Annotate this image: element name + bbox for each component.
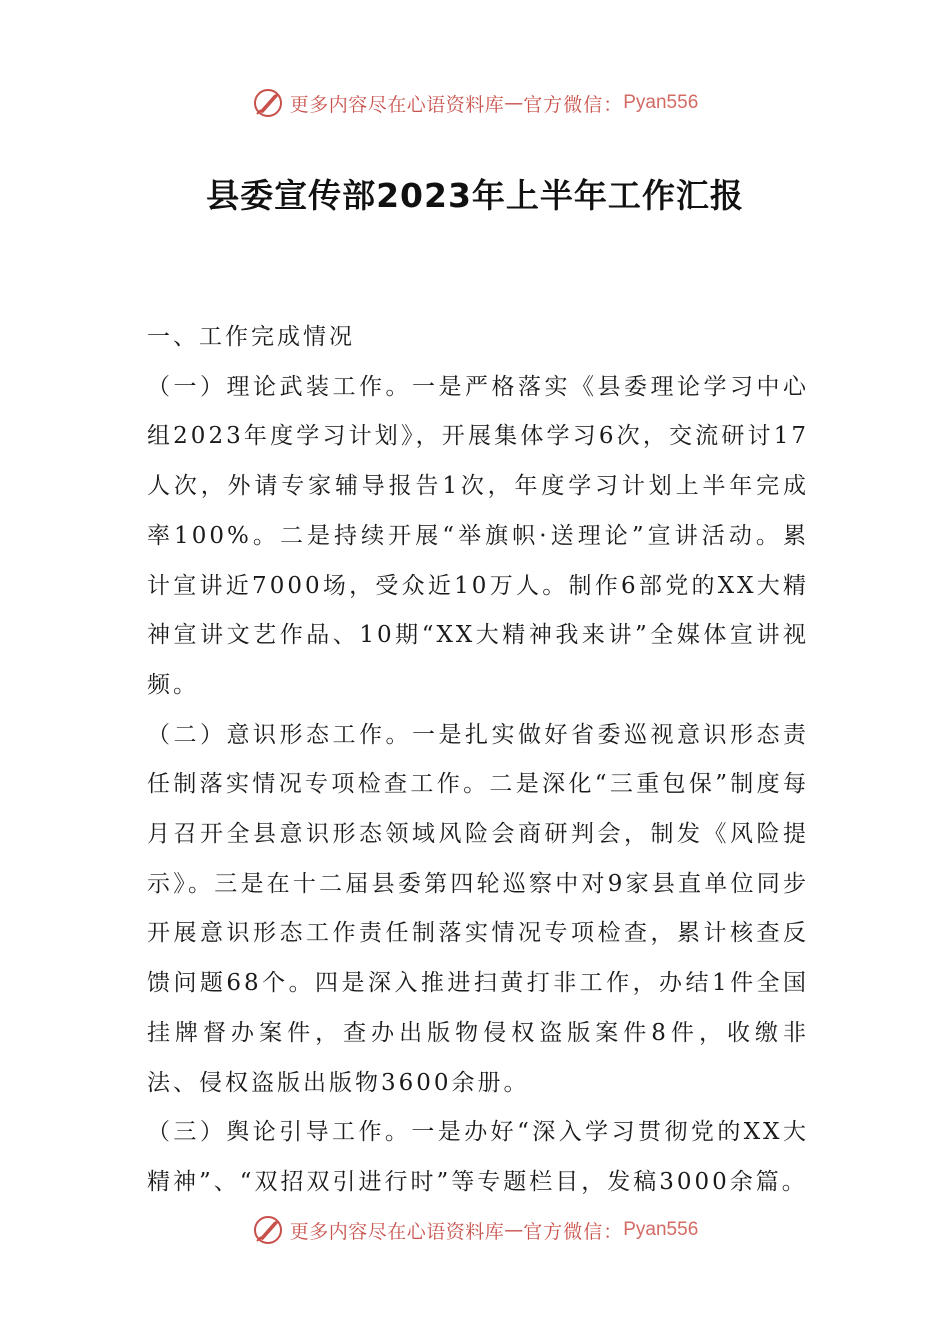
paragraph-theory: （一）理论武装工作。一是严格落实《县委理论学习中心组2023年度学习计划》，开展集体学习6次，交流研讨17人次，外请专家辅导报告1次，年度学习计划上半年完成率100%。二是持续开展“举旗帜·送理论”宣讲活动。累计宣讲近7000场，受众近10万人。制作6部党的XX大精神宣讲文艺作品、10期“XX大精神我来讲”全媒体宣讲视频。: [147, 373, 809, 698]
watermark-header: [0, 83, 950, 123]
document-title: 县委宣传部2023年上半年工作汇报: [206, 176, 744, 215]
watermark-contact-label: 官方微信：: [523, 93, 624, 116]
paragraph-public-opinion: （三）舆论引导工作。一是办好“深入学习贯彻党的XX大精神”、“双招双引进行时”等专题栏目，发稿3000余篇。: [147, 1119, 809, 1195]
watermark-dash: —: [504, 1219, 524, 1241]
watermark-contact-id: Pyan556: [623, 92, 699, 113]
quill-pen-icon: [252, 1214, 284, 1246]
quill-pen-icon: [252, 87, 284, 119]
paragraph-ideology: （二）意识形态工作。一是扎实做好省委巡视意识形态责任制落实情况专项检查工作。二是深化“三重包保”制度每月召开全县意识形态领域风险会商研判会，制发《风险提示》。三是在十二届县委第四轮巡察中对9家县直单位同步开展意识形态工作责任制落实情况专项检查，累计核查反馈问题68个。四是深入推进扫黄打非工作，办结1件全国挂牌督办案件，查办出版物侵权盗版案件8件，收缴非法、侵权盗版出版物3600余册。: [147, 721, 809, 1096]
watermark-footer: [0, 1210, 950, 1250]
document-body: [147, 313, 809, 1208]
watermark-brand: 更多内容尽在心语资料库: [289, 93, 505, 116]
watermark-contact-label: 官方微信：: [523, 1220, 624, 1243]
watermark-contact-id: Pyan556: [623, 1219, 699, 1240]
watermark-dash: —: [504, 92, 524, 114]
watermark-brand: 更多内容尽在心语资料库: [289, 1220, 505, 1243]
section-heading: 一、工作完成情况: [147, 324, 355, 350]
